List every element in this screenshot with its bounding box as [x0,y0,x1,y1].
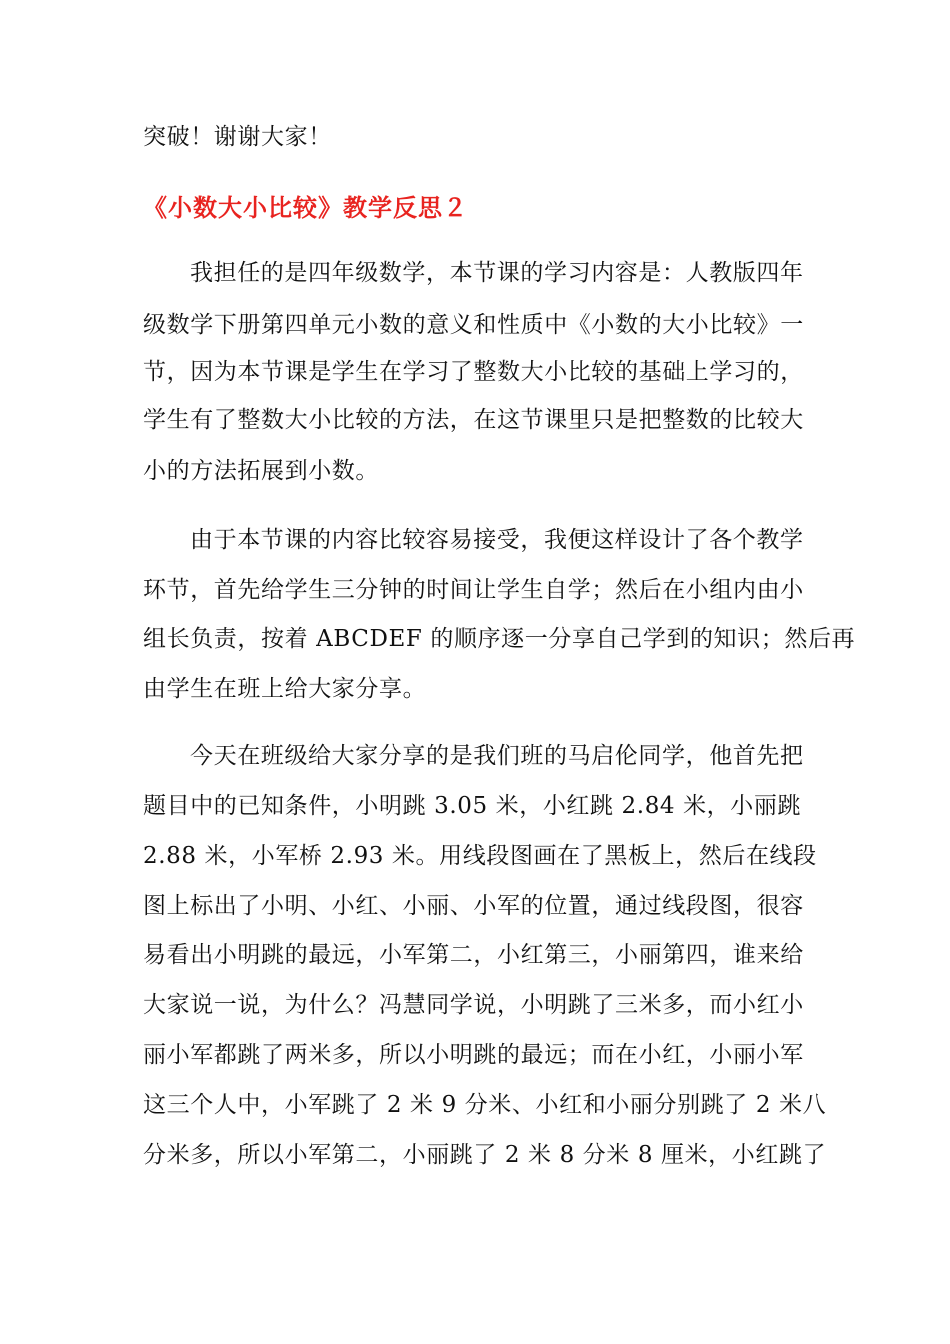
paragraph-line: 大家说一说，为什么？冯慧同学说，小明跳了三米多，而小红小 [143,992,804,1018]
paragraph-line: 分米多，所以小军第二，小丽跳了 2 米 8 分米 8 厘米，小红跳了 [143,1142,827,1168]
paragraph-line: 题目中的已知条件，小明跳 3.05 米，小红跳 2.84 米，小丽跳 [143,793,802,819]
paragraph-line: 组长负责，按着 ABCDEF 的顺序逐一分享自己学到的知识；然后再 [143,626,856,652]
paragraph-line: 由于本节课的内容比较容易接受，我便这样设计了各个教学 [190,527,804,553]
paragraph-line: 我担任的是四年级数学，本节课的学习内容是：人教版四年 [190,260,804,286]
paragraph-line: 级数学下册第四单元小数的意义和性质中《小数的大小比较》一 [143,312,804,338]
paragraph-line: 2.88 米，小军桥 2.93 米。用线段图画在了黑板上，然后在线段 [143,843,817,869]
paragraph-line: 环节，首先给学生三分钟的时间让学生自学；然后在小组内由小 [143,577,804,603]
paragraph-line: 节，因为本节课是学生在学习了整数大小比较的基础上学习的， [143,359,804,385]
paragraph-line: 小的方法拓展到小数。 [143,458,379,484]
paragraph-line: 今天在班级给大家分享的是我们班的马启伦同学，他首先把 [190,743,804,769]
paragraph-line: 易看出小明跳的最远，小军第二，小红第三，小丽第四，谁来给 [143,942,804,968]
paragraph-line: 丽小军都跳了两米多，所以小明跳的最远；而在小红，小丽小军 [143,1042,804,1068]
continuation-line: 突破！谢谢大家！ [143,124,332,150]
paragraph-line: 这三个人中，小军跳了 2 米 9 分米、小红和小丽分别跳了 2 米八 [143,1092,827,1118]
paragraph-line: 学生有了整数大小比较的方法，在这节课里只是把整数的比较大 [143,407,804,433]
paragraph-line: 由学生在班上给大家分享。 [143,676,427,702]
section-title: 《小数大小比较》教学反思２ [143,194,468,222]
paragraph-line: 图上标出了小明、小红、小丽、小军的位置，通过线段图，很容 [143,893,804,919]
